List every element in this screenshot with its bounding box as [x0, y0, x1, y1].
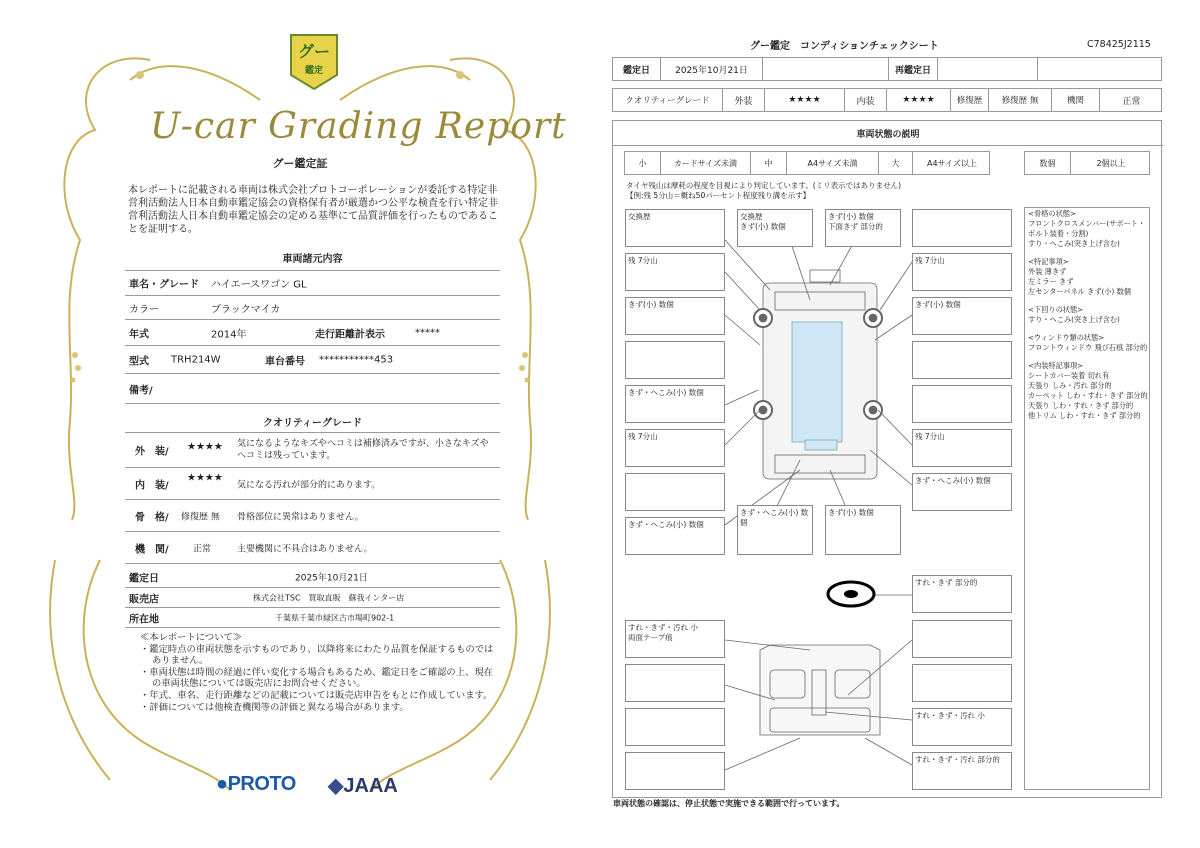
size-medium: 中 [751, 152, 787, 174]
cert-heading: グー鑑定証 [272, 157, 328, 170]
frame-label: 骨 格/ [135, 512, 169, 523]
int-text: 気になる汚れが部分的にあります。 [237, 480, 381, 490]
sheet-code: C78425J2115 [1087, 39, 1151, 50]
cond-box: きず(小) 数個 [625, 297, 725, 335]
report-notes [140, 632, 500, 713]
cond-box: 残 7分山 [625, 429, 725, 467]
cond-box: きず・へこみ(小) 数個 [912, 473, 1012, 511]
spec-row-name [125, 270, 500, 296]
spec-row-color [125, 296, 500, 320]
cond-box: きず(小) 数個 [912, 297, 1012, 335]
engine-value: 正常 [193, 544, 212, 554]
year-value: 2014年 [211, 329, 247, 340]
ext-text: 気になるようなキズやヘコミは補修済みですが、小さなキズやヘコミは残っています。 [237, 439, 489, 461]
notes-heading: ≪本レポートについて≫ [140, 632, 243, 643]
ext-stars: ★★★★ [765, 89, 845, 111]
cond-box: 残 7分山 [625, 253, 725, 291]
note-line: 他トリム しわ・すれ・きず 部分的 [1028, 411, 1141, 420]
note-line: フロントウィンドウ 飛び石痕 部分的 [1028, 343, 1148, 352]
cond-box: 交換歴 [625, 209, 725, 247]
color-label: カラー [129, 304, 159, 315]
cond-box [912, 341, 1012, 379]
date-label: 鑑定日 [129, 573, 159, 584]
color-value: ブラックマイカ [211, 304, 281, 315]
size-large: 大 [879, 152, 913, 174]
note-item: ・評価については他検査機関等の評価と異なる場合があります。 [140, 701, 409, 713]
note-line: シートカバー装着 切れ有 [1028, 371, 1110, 380]
interior-box: すれ・きず・汚れ 部分的 [912, 752, 1012, 790]
note-line: 左センターパネル きず(小) 数個 [1028, 287, 1131, 296]
ext-stars: ★★★★ [187, 441, 223, 453]
size-large-desc: A4サイズ以上 [927, 158, 977, 168]
int-stars: ★★★★ [887, 89, 951, 111]
state-heading: 車両状態の説明 [856, 130, 920, 140]
dealer-label: 販売店 [129, 594, 159, 605]
note-line: <下回りの状態> [1028, 305, 1084, 314]
sheet-footer: 車両状態の確認は、停止状態で実施できる範囲で行っています。 [613, 799, 845, 808]
note-item: ・車両状態は時間の経過に伴い変化する場合もあるため、鑑定日をご確認の上、現在の車両状態については販売店にお問合せください。 [140, 666, 493, 690]
engine-label: 機 関/ [135, 544, 169, 555]
ext-label: 外 装/ [135, 446, 169, 458]
note-line: <骨格の状態> [1028, 209, 1076, 218]
grade-row-ext [125, 432, 500, 468]
jaaa-logo: ◆JAAA [328, 775, 398, 797]
addr-row [125, 608, 500, 628]
spec-row-year [125, 320, 500, 346]
model-label: 型式 [129, 356, 149, 367]
note-line: すり・へこみ(突き上げ含む) [1028, 315, 1120, 324]
grade-heading: クオリティーグレード [263, 418, 362, 429]
dealer-row [125, 588, 500, 608]
spec-row-remarks [125, 374, 500, 404]
note-line: 天張り しみ・汚れ 部分的 [1028, 381, 1112, 390]
cond-box: きず・へこみ(小) 数個 [737, 505, 813, 555]
qg-label: クオリティーグレード [613, 89, 723, 111]
model-value: TRH214W [171, 354, 221, 365]
note-line: 外装 薄きず [1028, 267, 1067, 276]
chassis-label: 車台番号 [265, 356, 305, 367]
interior-box: すれ・きず・汚れ 小 [912, 708, 1012, 746]
int-label: 内装 [845, 89, 887, 111]
note-line: <内装特記事項> [1028, 361, 1084, 370]
frame-value: 修復歴 無 [181, 512, 220, 522]
cond-box: きず(小) 数個 [825, 505, 901, 555]
note-line: すり・へこみ(突き上げ含む) [1028, 239, 1120, 248]
cond-box: きず・へこみ(小) 数個 [625, 517, 725, 555]
tire-note: タイヤ残山は摩耗の程度を目視により判定しています。(ミリ表示ではありません) [626, 181, 902, 190]
engine-label: 機関 [1052, 89, 1100, 111]
proto-logo-text: PROTO [227, 773, 296, 795]
note-line: フロントクロスメンバー(サポート・ボルト装着・分割) [1028, 219, 1146, 238]
count-label: 数個 [1025, 152, 1071, 174]
spec-heading: 車両諸元内容 [282, 254, 343, 265]
engine-value: 正常 [1122, 96, 1141, 107]
tire-example: 【例:残 5分山＝概ね50パーセント程度残り溝を示す】 [626, 191, 811, 200]
year-label: 年式 [129, 329, 149, 340]
cond-box: 交換歴 きず(小) 数個 [737, 209, 813, 247]
date-row [125, 566, 500, 588]
addr-value: 千葉県千葉市緑区古市場町902-1 [275, 613, 395, 622]
redate-label: 再鑑定日 [889, 58, 938, 80]
condition-check-sheet [600, 0, 1200, 848]
date-value: 2025年10月21日 [295, 573, 368, 583]
note-line: 左ミラー きず [1028, 277, 1074, 286]
cond-box [625, 341, 725, 379]
name-value: ハイエースワゴン GL [211, 279, 307, 291]
date-value: 2025年10月21日 [661, 58, 763, 80]
size-small-desc: カードサイズ未満 [661, 152, 751, 174]
interior-box: すれ・きず 部分的 [912, 575, 1012, 613]
cond-box: きず(小) 数個 下面きず 部分的 [825, 209, 901, 247]
frame-text: 骨格部位に異常はありません。 [237, 512, 364, 522]
interior-box [625, 664, 725, 702]
interior-box [625, 752, 725, 790]
ext-label: 外装 [723, 89, 765, 111]
mileage-value: ***** [415, 327, 440, 338]
note-line: カーペット しわ・すれ・きず 部分的 [1028, 391, 1148, 400]
cond-box [912, 385, 1012, 423]
interior-box [912, 620, 1012, 658]
report-title: U-car Grading Report [150, 106, 567, 147]
repair-value: 修復歴 無 [989, 89, 1052, 111]
cond-box: 残 7分山 [912, 429, 1012, 467]
note-line: <特記事項> [1028, 257, 1069, 266]
grade-row-int [125, 468, 500, 500]
size-small: 小 [625, 152, 661, 174]
badge-text: グー [297, 42, 331, 61]
int-stars: ★★★★ [187, 472, 223, 484]
proto-logo: ●PROTO [216, 773, 296, 795]
date-label: 鑑定日 [613, 58, 661, 80]
note-item: ・年式、車名、走行距離などの記載については販売店申告をもとに作成しています。 [140, 689, 493, 701]
note-line: 天張り しわ・すれ・きず 部分的 [1028, 401, 1134, 410]
cond-box: きず・へこみ(小) 数個 [625, 385, 725, 423]
spec-row-model [125, 346, 500, 374]
size-medium-desc: A4サイズ未満 [787, 152, 879, 174]
chassis-value: ***********453 [319, 354, 394, 365]
cond-box [912, 209, 1012, 247]
dealer-value: 株式会社TSC 買取直販 蘇我インター店 [253, 593, 405, 602]
condition-notes [1028, 209, 1148, 421]
interior-box [625, 708, 725, 746]
sheet-heading: グー鑑定 コンディションチェックシート [750, 41, 939, 52]
cond-box: 残 7分山 [912, 253, 1012, 291]
addr-label: 所在地 [129, 614, 159, 625]
remarks-label: 備考/ [129, 385, 153, 396]
count-value: 2個以上 [1096, 158, 1126, 168]
jaaa-logo-text: JAAA [343, 775, 398, 797]
interior-box: すれ・きず・汚れ 小 両面テープ痕 [625, 620, 725, 658]
goo-badge-icon [287, 31, 341, 91]
grade-row-engine [125, 532, 500, 564]
cond-box [625, 473, 725, 511]
note-line: <ウィンドウ類の状態> [1028, 333, 1105, 342]
int-label: 内 装/ [135, 480, 169, 491]
grade-row-frame [125, 500, 500, 532]
interior-box [912, 664, 1012, 702]
repair-label: 修復歴 [951, 89, 989, 111]
name-label: 車名・グレード [129, 279, 199, 291]
badge-sub: 鑑定 [304, 66, 324, 76]
cert-text: 本レポートに記載される車両は株式会社プロトコーポレーションが委託する特定非営利活動法人日本自動車鑑定協会の資格保有者が厳選かつ公平な検査を行い特定非営利活動法人日本自動車鑑定協会の定める基準にて品質評価を行ったものであることを証明する。 [128, 185, 498, 235]
engine-text: 主要機関に不具合はありません。 [237, 544, 373, 554]
mileage-label: 走行距離計表示 [315, 329, 385, 340]
note-item: ・鑑定時点の車両状態を示すものであり、以降将来にわたり品質を保証するものではありません。 [140, 643, 494, 667]
